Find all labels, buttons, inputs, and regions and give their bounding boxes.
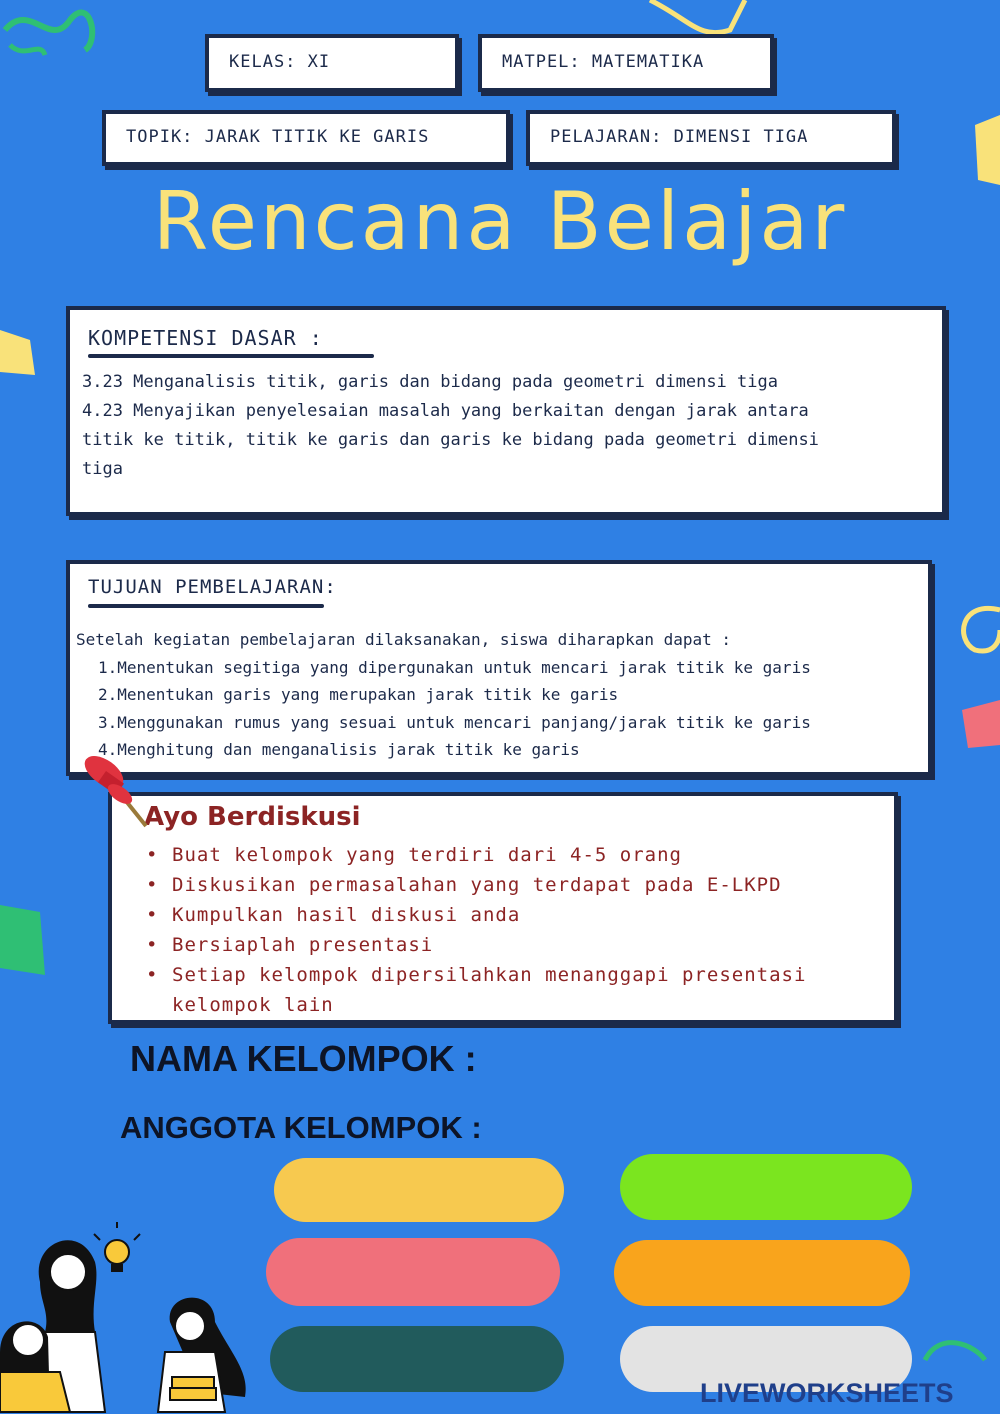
green-leaf-bottom-right (925, 1343, 985, 1360)
anggota-input-4[interactable] (614, 1240, 910, 1306)
bullet-icon: • (146, 874, 159, 896)
students-illustration (0, 1222, 262, 1414)
squiggle-top-left-2 (10, 45, 45, 55)
anggota-kelompok-label: ANGGOTA KELOMPOK : (120, 1110, 482, 1145)
tujuan-heading: TUJUAN PEMBELAJARAN: (88, 576, 337, 598)
tujuan-pembelajaran-box (66, 560, 932, 776)
list-item-text: Menentukan garis yang merupakan jarak titik ke garis (117, 685, 619, 704)
lightbulb-icon (94, 1222, 140, 1272)
tujuan-list (76, 654, 926, 764)
pink-shape-right (962, 700, 1000, 748)
green-shape-left (0, 905, 45, 975)
kompetensi-underline (88, 354, 374, 358)
nama-kelompok-label: NAMA KELOMPOK : (130, 1038, 477, 1079)
list-item-number: 1. (98, 657, 118, 677)
kompetensi-heading-wrap (88, 326, 374, 358)
kompetensi-line: 3.23 Menganalisis titik, garis dan bidang pada geometri dimensi tiga (82, 372, 778, 392)
list-item-number: 2. (98, 685, 118, 704)
pushpin-icon (74, 750, 154, 830)
yellow-loop-right (964, 608, 1000, 651)
list-item-text: Menghitung dan menganalisis jarak titik ke garis (117, 740, 580, 759)
list-item (146, 870, 886, 900)
anggota-input-3[interactable] (266, 1238, 560, 1306)
list-item (146, 930, 886, 960)
kompetensi-line: 4.23 Menyajikan penyelesaian masalah yang berkaitan dengan jarak antara (82, 401, 809, 421)
list-item-number: 4. (98, 740, 118, 759)
pelajaran-text: PELAJARAN: DIMENSI TIGA (550, 127, 809, 147)
list-item (98, 736, 926, 764)
bullet-icon: • (146, 934, 159, 956)
squiggle-top-left (5, 13, 92, 50)
list-item-continuation: kelompok lain (172, 994, 334, 1016)
kompetensi-dasar-box (66, 306, 946, 516)
list-item-text: Setiap kelompok dipersilahkan menanggapi presentasi (172, 964, 807, 986)
list-item-text: Diskusikan permasalahan yang terdapat pada E-LKPD (172, 874, 782, 896)
topik-text: TOPIK: JARAK TITIK KE GARIS (126, 127, 430, 147)
page-title: Rencana Belajar (152, 175, 848, 268)
list-item (98, 681, 926, 709)
list-item-text: Menentukan segitiga yang dipergunakan untuk mencari jarak titik ke garis (117, 657, 811, 677)
topik-tag (102, 110, 510, 166)
yellow-scribble-top (650, 0, 745, 33)
anggota-input-2[interactable] (620, 1154, 912, 1220)
list-item-number: 3. (98, 712, 118, 732)
tujuan-intro: Setelah kegiatan pembelajaran dilaksanakan, siswa diharapkan dapat : (76, 630, 732, 649)
bullet-icon: • (146, 844, 159, 866)
kelas-tag (205, 34, 459, 92)
list-item-text: Bersiaplah presentasi (172, 934, 434, 956)
bullet-icon: • (146, 904, 159, 926)
tujuan-text (76, 626, 926, 764)
bullet-icon: • (146, 964, 159, 986)
diskusi-list (146, 840, 886, 1020)
list-item (98, 709, 926, 737)
kompetensi-text (82, 368, 932, 484)
matpel-text: MATPEL: MATEMATIKA (502, 52, 705, 72)
anggota-input-5[interactable] (270, 1326, 564, 1392)
kompetensi-line: titik ke titik, titik ke garis dan garis ke bidang pada geometri dimensi (82, 430, 819, 450)
list-item-text: Kumpulkan hasil diskusi anda (172, 904, 521, 926)
liveworksheets-watermark: LIVEWORKSHEETS (700, 1378, 954, 1408)
matpel-tag (478, 34, 774, 92)
diskusi-heading: Ayo Berdiskusi (144, 802, 361, 832)
kompetensi-line: tiga (82, 459, 123, 479)
list-item-text: Menggunakan rumus yang sesuai untuk mencari panjang/jarak titik ke garis (117, 712, 811, 732)
list-item (98, 654, 926, 682)
tujuan-heading-wrap (88, 576, 337, 608)
ayo-berdiskusi-box (108, 792, 898, 1024)
tujuan-underline (88, 604, 324, 608)
kelas-text: KELAS: XI (229, 52, 331, 72)
list-item (146, 900, 886, 930)
list-item (146, 960, 886, 990)
pelajaran-tag (526, 110, 896, 166)
list-item (146, 840, 886, 870)
anggota-input-1[interactable] (274, 1158, 564, 1222)
list-item-text: Buat kelompok yang terdiri dari 4-5 orang (172, 844, 682, 866)
yellow-shape-left (0, 330, 35, 375)
kompetensi-heading: KOMPETENSI DASAR : (88, 326, 323, 350)
